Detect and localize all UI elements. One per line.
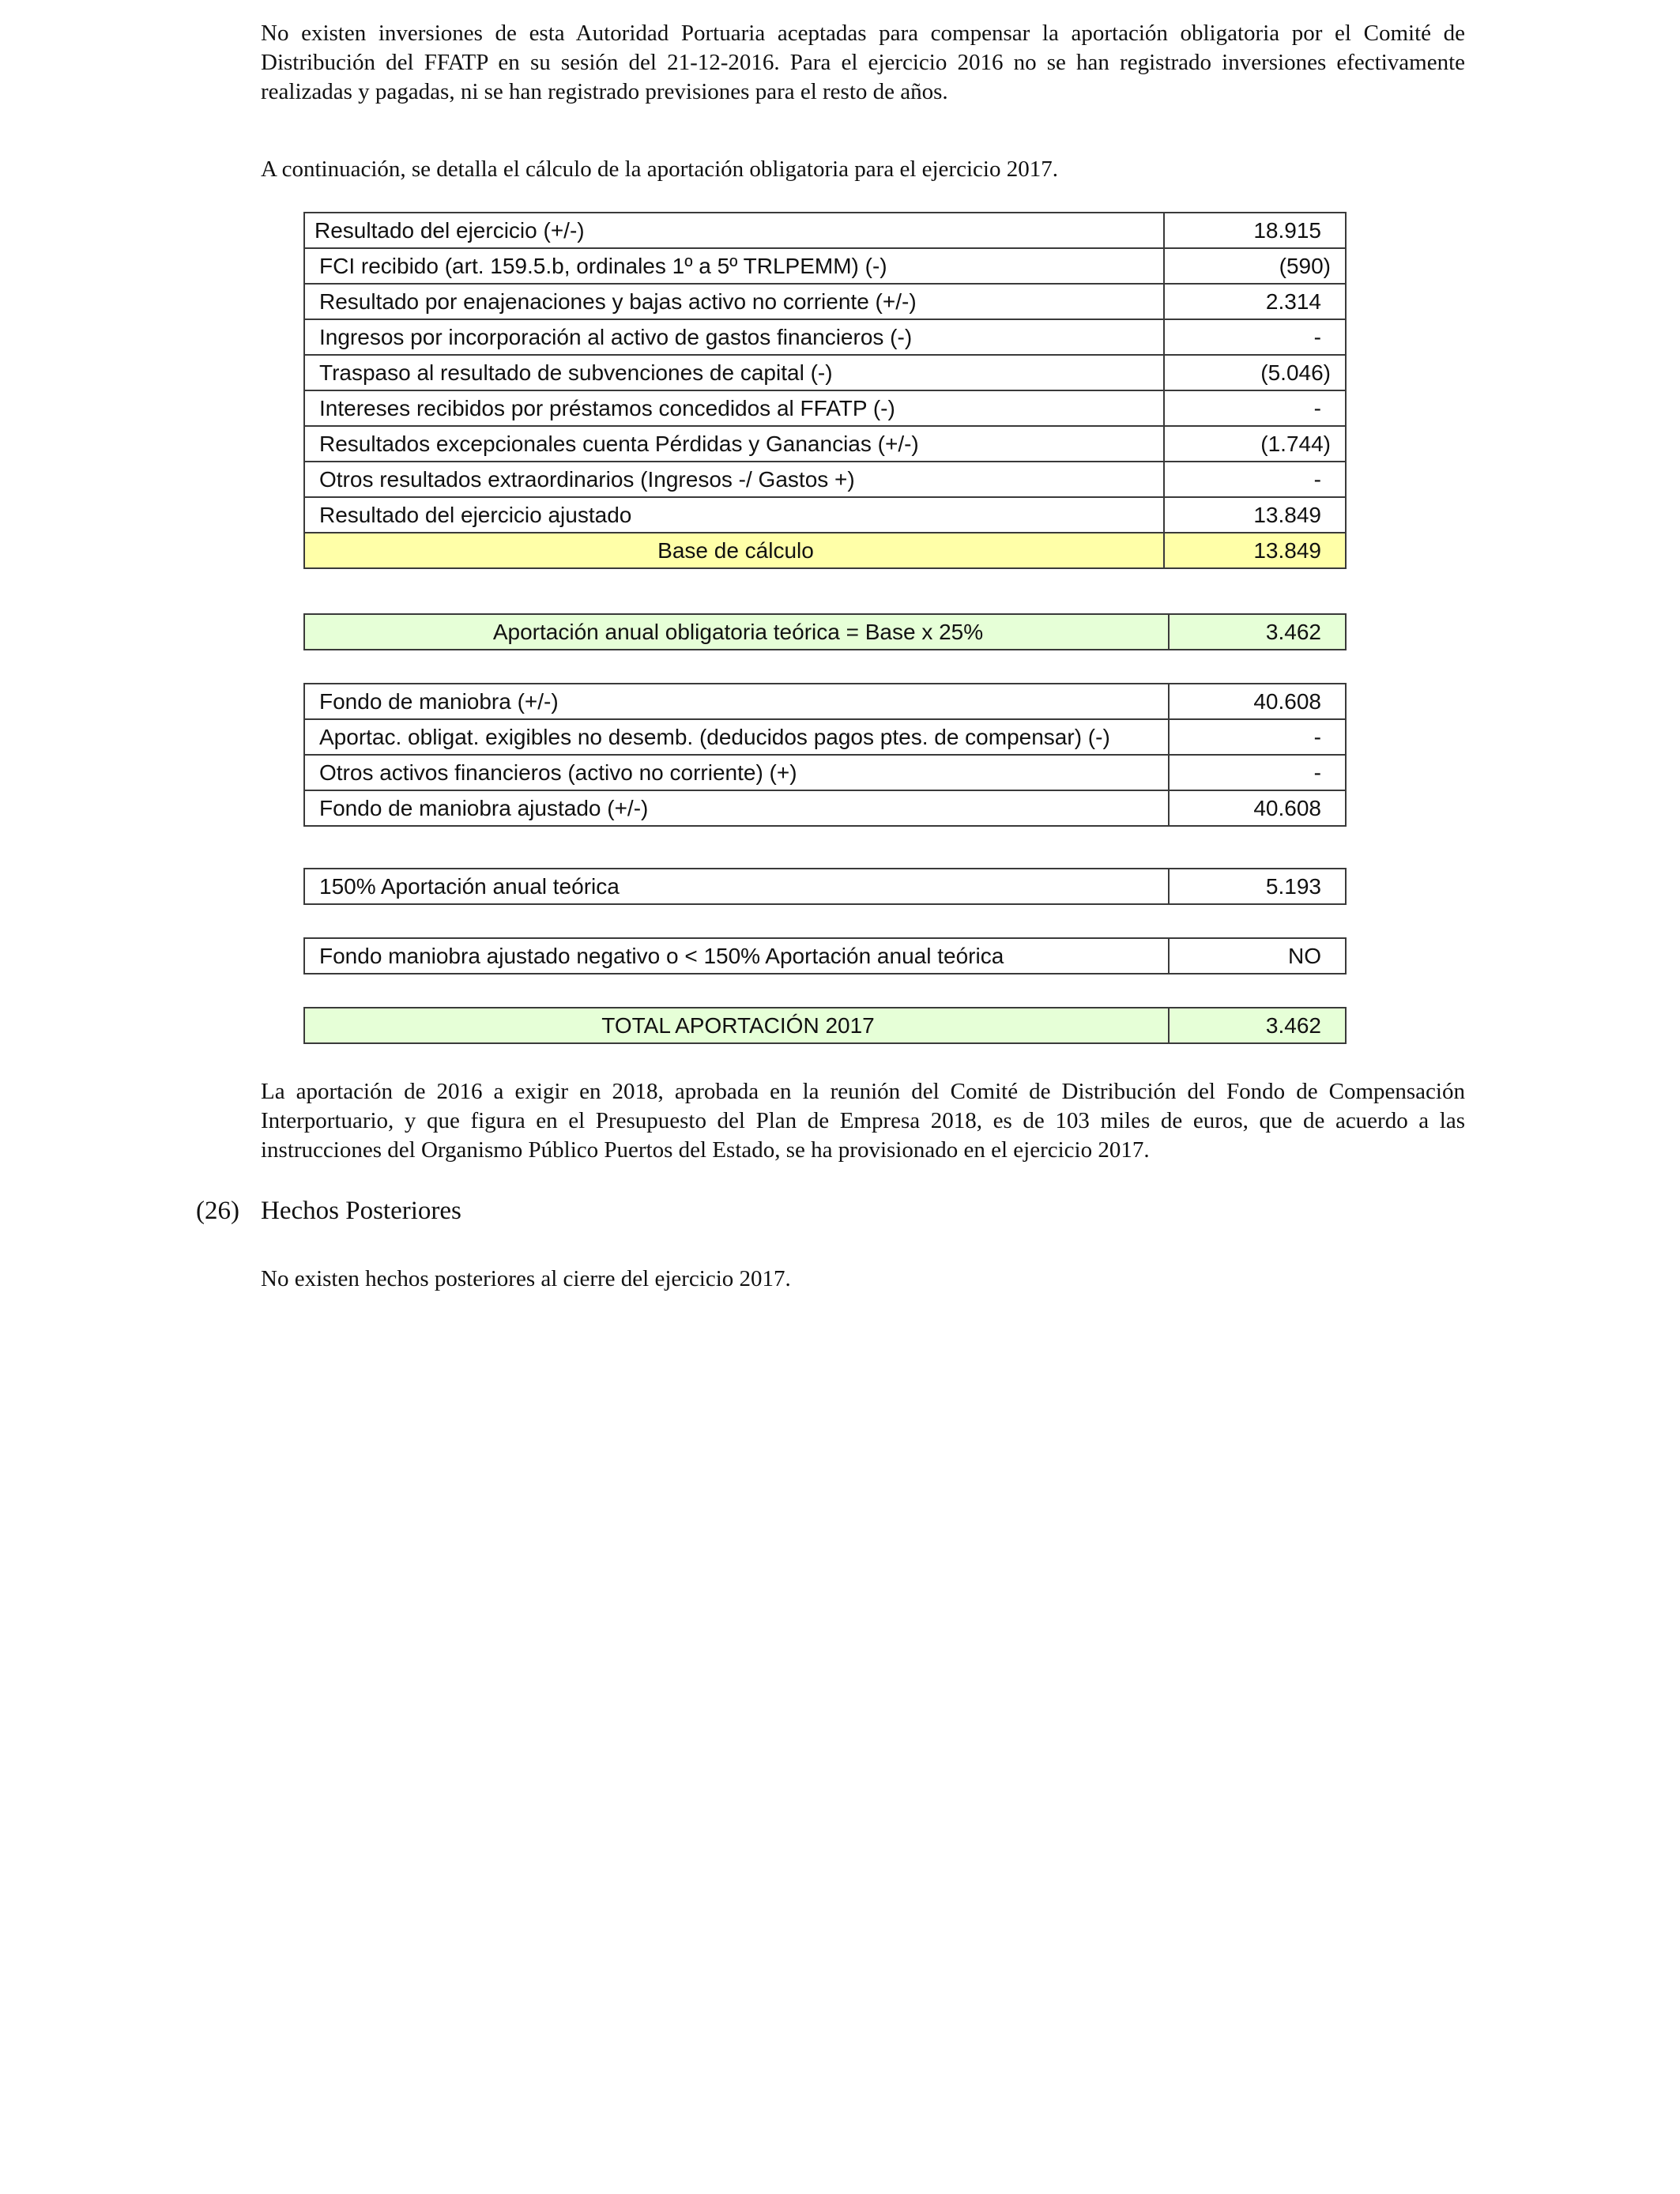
row-value: (1.744) [1164,426,1346,462]
table-row [304,719,1346,755]
table-row [304,790,1346,826]
base-total-value: 13.849 [1164,533,1346,568]
working-capital-table [303,683,1347,827]
row-value: (590) [1164,248,1346,284]
total-contribution-label: TOTAL APORTACIÓN 2017 [304,1008,1169,1043]
row-label: Fondo de maniobra (+/-) [304,684,1169,719]
table-row [304,614,1346,650]
row-value: - [1164,462,1346,497]
section-number: (26) [196,1197,239,1225]
total-contribution-table [303,1007,1347,1044]
row-label: Intereses recibidos por préstamos concedidos al FFATP (-) [304,390,1164,426]
condition-check-table [303,937,1347,974]
threshold-150-table [303,868,1347,905]
base-total-row [304,533,1346,568]
row-label: Otros activos financieros (activo no corriente) (+) [304,755,1169,790]
row-value: 18.915 [1164,213,1346,248]
row-value: - [1169,719,1346,755]
table-row [304,390,1346,426]
annual-contribution-table [303,613,1347,650]
table-row [304,319,1346,355]
intro-paragraph: No existen inversiones de esta Autoridad Portuaria aceptadas para compensar la aportación obligatoria por el Comité de Distribución del FFATP en su sesión del 21-12-2016. Para el ejercicio 2016 no se han registrado inversiones efectivamente realizadas y pagadas, ni se han registrado previsiones para el resto de años. [261,21,1465,104]
condition-value: NO [1169,938,1346,974]
threshold-label: 150% Aportación anual teórica [304,869,1169,904]
table-row [304,684,1346,719]
threshold-value: 5.193 [1169,869,1346,904]
row-value: 2.314 [1164,284,1346,319]
table-row [304,1008,1346,1043]
table-row [304,462,1346,497]
base-calculation-table [303,212,1347,569]
table-row [304,497,1346,533]
row-label: Ingresos por incorporación al activo de gastos financieros (-) [304,319,1164,355]
row-value: 13.849 [1164,497,1346,533]
total-contribution-value: 3.462 [1169,1008,1346,1043]
row-value: - [1169,755,1346,790]
annual-contribution-label: Aportación anual obligatoria teórica = Base x 25% [304,614,1169,650]
table-row [304,213,1346,248]
row-value: (5.046) [1164,355,1346,390]
row-label: Fondo de maniobra ajustado (+/-) [304,790,1169,826]
annual-contribution-value: 3.462 [1169,614,1346,650]
table-row [304,355,1346,390]
base-total-label: Base de cálculo [304,533,1164,568]
section-title: Hechos Posteriores [261,1197,461,1225]
row-label: Traspaso al resultado de subvenciones de capital (-) [304,355,1164,390]
section-text: No existen hechos posteriores al cierre del ejercicio 2017. [261,1266,791,1291]
row-label: Resultado por enajenaciones y bajas activo no corriente (+/-) [304,284,1164,319]
row-label: Resultado del ejercicio (+/-) [304,213,1164,248]
table-row [304,938,1346,974]
row-value: 40.608 [1169,790,1346,826]
table-row [304,426,1346,462]
row-label: Resultados excepcionales cuenta Pérdidas y Ganancias (+/-) [304,426,1164,462]
table-row [304,755,1346,790]
row-label: Otros resultados extraordinarios (Ingresos -/ Gastos +) [304,462,1164,497]
row-label: Aportac. obligat. exigibles no desemb. (deducidos pagos ptes. de compensar) (-) [304,719,1169,755]
table-row [304,869,1346,904]
row-label: Resultado del ejercicio ajustado [304,497,1164,533]
intro-lead: A continuación, se detalla el cálculo de la aportación obligatoria para el ejercicio 2017. [261,156,1058,182]
closing-paragraph: La aportación de 2016 a exigir en 2018, aprobada en la reunión del Comité de Distribución del Fondo de Compensación Interportuario, y que figura en el Presupuesto del Plan de Empresa 2018, es de 103 miles de euros, que de acuerdo a las instrucciones del Organismo Público Puertos del Estado, se ha provisionado en el ejercicio 2017. [261,1079,1465,1163]
row-label: FCI recibido (art. 159.5.b, ordinales 1º a 5º TRLPEMM) (-) [304,248,1164,284]
row-value: - [1164,319,1346,355]
condition-label: Fondo maniobra ajustado negativo o < 150% Aportación anual teórica [304,938,1169,974]
table-row [304,284,1346,319]
table-row [304,248,1346,284]
row-value: 40.608 [1169,684,1346,719]
section-heading [196,1197,461,1226]
row-value: - [1164,390,1346,426]
